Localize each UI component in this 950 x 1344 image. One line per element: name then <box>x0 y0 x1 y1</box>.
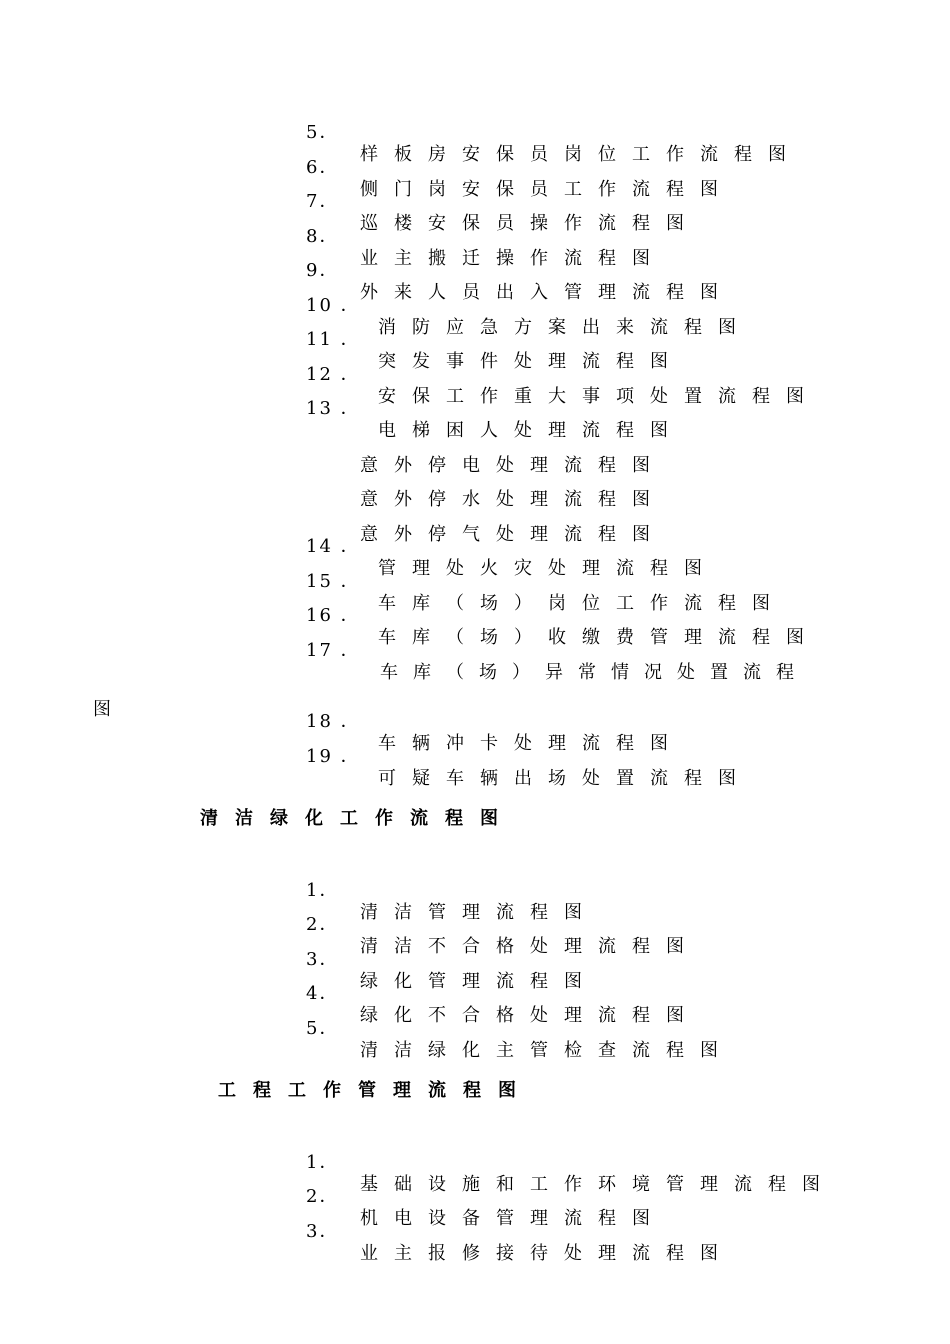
item-text: 清洁绿化主管检查流程图 <box>360 1040 734 1061</box>
item-number: 6． <box>306 157 340 178</box>
item-number: 5． <box>306 1018 340 1039</box>
item-text: 业主报修接待处理流程图 <box>360 1243 734 1264</box>
item-text: 机电设备管理流程图 <box>360 1208 666 1229</box>
item-number: 17 ． <box>306 640 361 661</box>
item-number: 5． <box>306 122 340 143</box>
item-number: 4． <box>306 983 340 1004</box>
item-text: 意外停水处理流程图 <box>360 489 666 510</box>
item-number: 15 ． <box>306 571 361 592</box>
item-text: 车辆冲卡处理流程图 <box>378 733 684 754</box>
item-number: 3． <box>306 1221 340 1242</box>
item-number: 16 ． <box>306 605 361 626</box>
item-text: 图 <box>93 699 127 720</box>
item-number: 11 ． <box>306 329 361 350</box>
item-text: 外来人员出入管理流程图 <box>360 282 734 303</box>
item-text: 电梯困人处理流程图 <box>378 420 684 441</box>
item-number: 3． <box>306 949 340 970</box>
item-text: 安保工作重大事项处置流程图 <box>378 386 820 407</box>
item-text: 绿化不合格处理流程图 <box>360 1005 700 1026</box>
item-text: 可疑车辆出场处置流程图 <box>378 768 752 789</box>
item-number: 9． <box>306 260 340 281</box>
item-text: 巡楼安保员操作流程图 <box>360 213 700 234</box>
item-number: 1． <box>306 880 340 901</box>
item-number: 18 ． <box>306 711 361 732</box>
item-text: 清洁不合格处理流程图 <box>360 936 700 957</box>
item-number: 2． <box>306 914 340 935</box>
item-text: 侧门岗安保员工作流程图 <box>360 179 734 200</box>
item-number: 19 ． <box>306 746 361 767</box>
item-number: 1． <box>306 1152 340 1173</box>
item-number: 10 ． <box>306 295 361 316</box>
section-heading-engineering: 工程工作管理流程图 <box>218 1080 533 1101</box>
section-heading-cleaning: 清洁绿化工作流程图 <box>200 808 515 829</box>
item-text: 业主搬迁操作流程图 <box>360 248 666 269</box>
item-number: 8． <box>306 226 340 247</box>
item-text: 意外停电处理流程图 <box>360 455 666 476</box>
item-text: 意外停气处理流程图 <box>360 524 666 545</box>
item-number: 7． <box>306 191 340 212</box>
item-number: 14 ． <box>306 536 361 557</box>
item-text: 车库（场）收缴费管理流程图 <box>378 627 820 648</box>
item-text: 车库（场）异常情况处置流程 <box>380 662 809 683</box>
item-text: 样板房安保员岗位工作流程图 <box>360 144 802 165</box>
item-number: 2． <box>306 1186 340 1207</box>
item-text: 管理处火灾处理流程图 <box>378 558 718 579</box>
item-text: 基础设施和工作环境管理流程图 <box>360 1174 836 1195</box>
item-text: 突发事件处理流程图 <box>378 351 684 372</box>
item-number: 13 ． <box>306 398 361 419</box>
item-number: 12 ． <box>306 364 361 385</box>
item-text: 消防应急方案出来流程图 <box>378 317 752 338</box>
item-text: 车库（场）岗位工作流程图 <box>378 593 786 614</box>
item-text: 清洁管理流程图 <box>360 902 598 923</box>
item-text: 绿化管理流程图 <box>360 971 598 992</box>
